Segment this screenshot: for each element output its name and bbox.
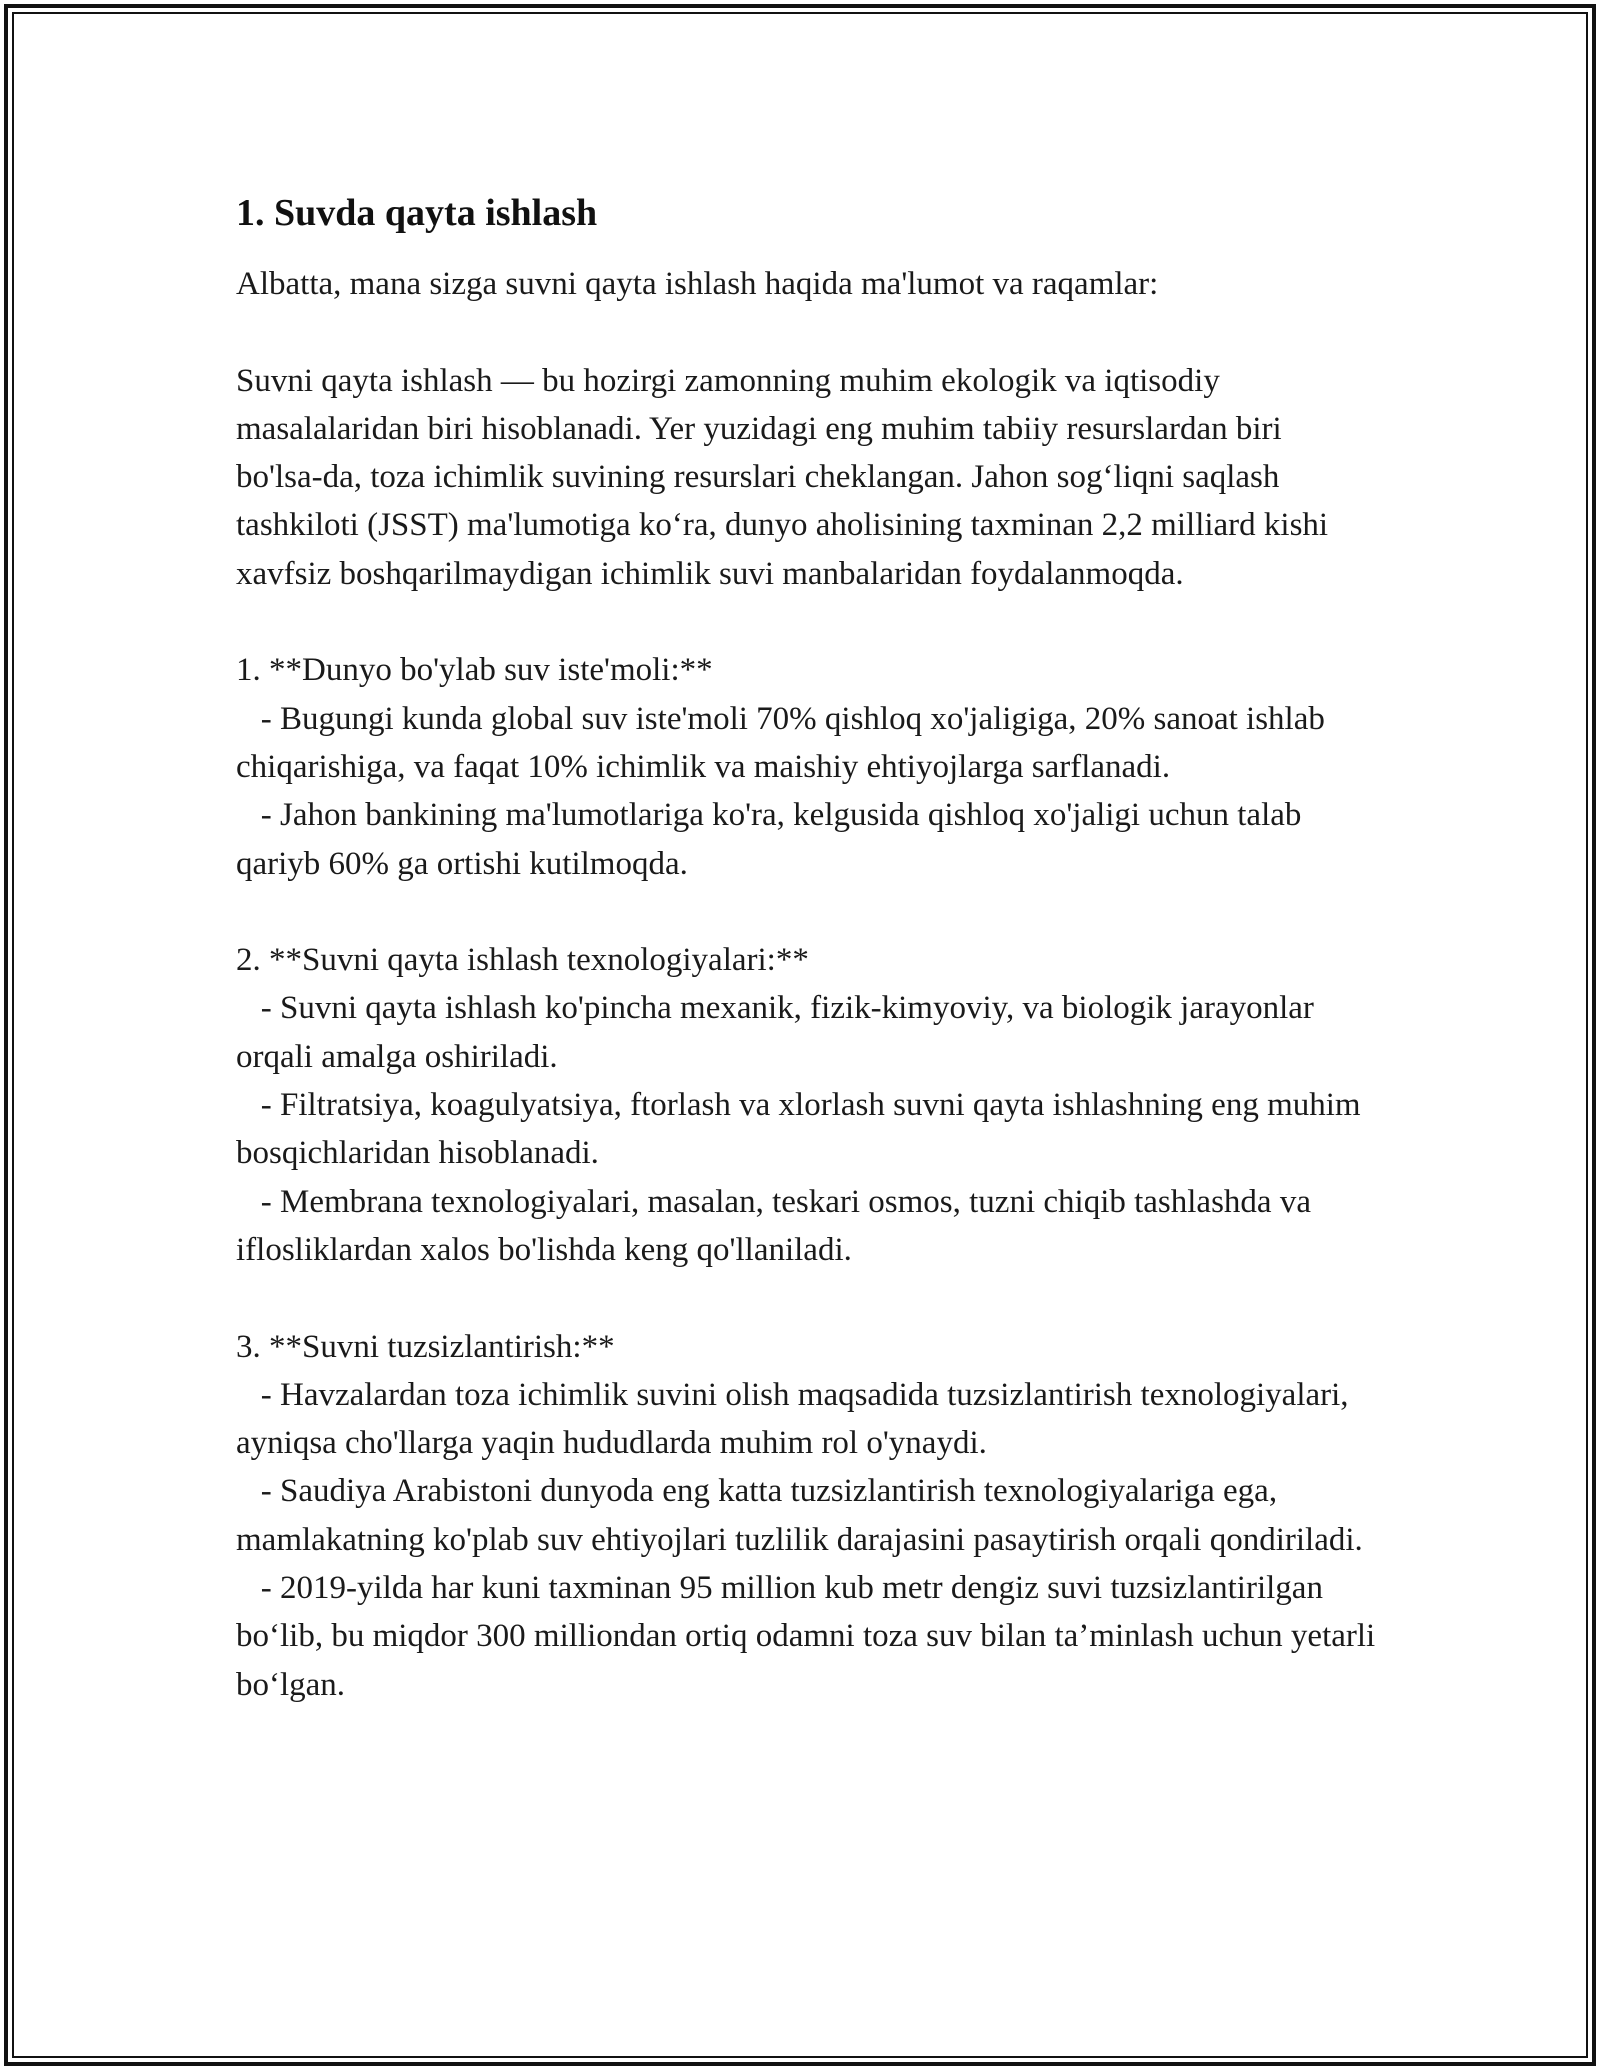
- list-section-3: [236, 1323, 1384, 1709]
- list-item-title: 1. **Dunyo bo'ylab suv iste'moli:**: [236, 652, 713, 689]
- list-section-1: [236, 646, 1376, 887]
- list-section-2: [236, 936, 1376, 1274]
- spacer: [236, 308, 1376, 356]
- spacer: [236, 598, 1376, 646]
- spacer: [236, 888, 1376, 936]
- section-heading: 1. Suvda qayta ishlash: [236, 192, 598, 234]
- bullet-item: - Suvni qayta ishlash ko'pincha mexanik, fizik-kimyoviy, va biologik jarayonlar orqali amalga oshiriladi.: [236, 990, 1323, 1075]
- bullet-item: - Filtratsiya, koagulyatsiya, ftorlash va xlorlash suvni qayta ishlashning eng muhim bosqichlaridan hisoblanadi.: [236, 1087, 1369, 1172]
- bullet-item: - Havzalardan toza ichimlik suvini olish maqsadida tuzsizlantirish texnologiyalari, ayniqsa cho'llarga yaqin hududlarda muhim rol o'ynaydi.: [236, 1376, 1357, 1462]
- spacer: [236, 1274, 1376, 1322]
- bullet-item: - Bugungi kunda global suv iste'moli 70% qishloq xo'jaligiga, 20% sanoat ishlab chiqarishiga, va faqat 10% ichimlik va maishiy ehtiyojlarga sarflanadi.: [236, 700, 1334, 785]
- bullet-item: - Jahon bankining ma'lumotlariga ko'ra, kelgusida qishloq xo'jaligi uchun talab qariyb 60% ga ortishi kutilmoqda.: [236, 797, 1310, 882]
- document-body: [236, 186, 1384, 1709]
- main-paragraph: Suvni qayta ishlash — bu hozirgi zamonning muhim ekologik va iqtisodiy masalalaridan biri hisoblanadi. Yer yuzidagi eng muhim tabiiy resurslardan biri bo'lsa-da, toza ichimlik suvining resurslari cheklangan. Jahon sog‘liqni saqlash tashkiloti (JSST) ma'lumotiga ko‘ra, dunyo aholisining taxminan 2,2 milliard kishi xavfsiz boshqarilmaydigan ichimlik suvi manbalaridan foydalanmoqda.: [236, 362, 1337, 592]
- list-item-title: 2. **Suvni qayta ishlash texnologiyalari:**: [236, 942, 809, 979]
- list-item-title: 3. **Suvni tuzsizlantirish:**: [236, 1328, 615, 1365]
- bullet-item: - Saudiya Arabistoni dunyoda eng katta tuzsizlantirish texnologiyalariga ega, mamlakatning ko'plab suv ehtiyojlari tuzlilik darajasini pasaytirish orqali qondiriladi.: [236, 1473, 1363, 1558]
- bullet-item: - 2019-yilda har kuni taxminan 95 million kub metr dengiz suvi tuzsizlantirilgan bo‘lib, bu miqdor 300 milliondan ortiq odamni toza suv bilan ta’minlash uchun yetarli bo‘lgan.: [236, 1570, 1384, 1703]
- intro-text: Albatta, mana sizga suvni qayta ishlash haqida ma'lumot va raqamlar:: [236, 266, 1159, 302]
- bullet-item: - Membrana texnologiyalari, masalan, teskari osmos, tuzni chiqib tashlashda va iflosliklardan xalos bo'lishda keng qo'llaniladi.: [236, 1183, 1320, 1268]
